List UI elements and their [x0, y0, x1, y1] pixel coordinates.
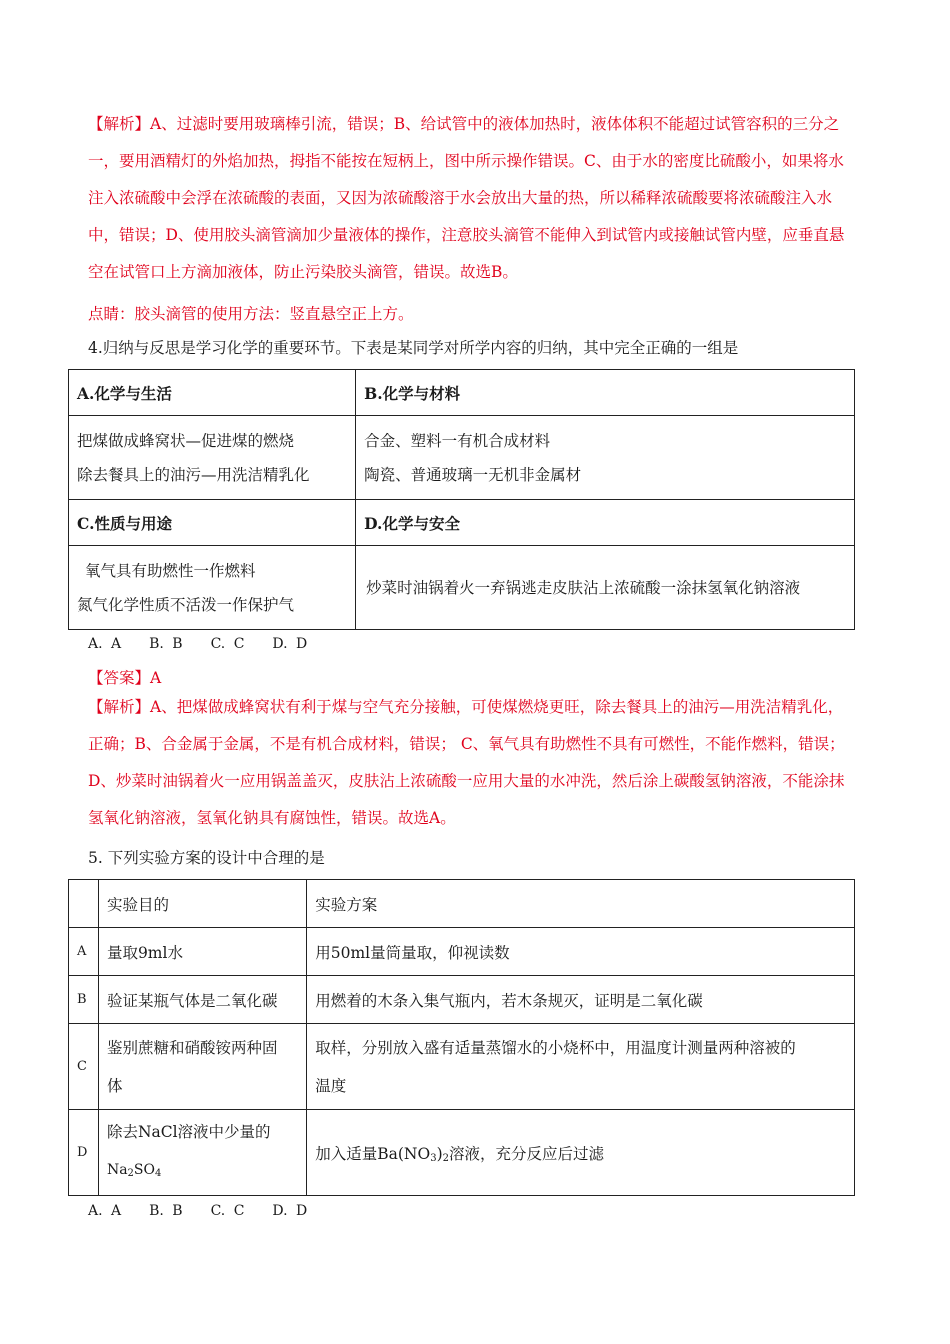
- q5-table: [68, 879, 855, 1196]
- q5-c-plan-line2: 温度: [315, 1076, 347, 1095]
- q4-answer: [88, 666, 161, 688]
- q5-row-plan: 用燃着的木条入集气瓶内，若木条规灭，证明是二氧化碳: [307, 976, 855, 1024]
- q4-d-line1: 炒菜时油锅着火一弃锅逃走皮肤沾上浓硫酸一涂抹氢氧化钠溶液: [366, 578, 801, 597]
- formula-sub-2b: 2: [442, 1152, 449, 1164]
- q4-cell-c-head: C.性质与用途: [69, 500, 356, 546]
- q4-cell-a-body: [69, 416, 356, 500]
- formula-sub-4: 4: [155, 1167, 162, 1179]
- q3-analysis-text: A、过滤时要用玻璃棒引流，错误；B、给试管中的液体加热时，液体体积不能超过试管容积的三分之一，要用酒精灯的外焰加热，拇指不能按在短柄上，图中所示操作错误。C、由于水的密度比硫酸小，如果将水注入浓硫酸中会浮在浓硫酸的表面，又因为浓硫酸溶于水会放出大量的热，所以稀释浓硫酸要将浓硫酸注入水中，错误；D、使用胶头滴管滴加少量液体的操作，注意胶头滴管不能伸入到试管内或接触试管内壁，应垂直悬空在试管口上方滴加液体，防止污染胶头滴管，错误。故选B。: [88, 115, 845, 281]
- q4-cell-b-head: B.化学与材料: [356, 370, 855, 416]
- q5-row-label: C: [69, 1024, 99, 1110]
- table-row: [69, 928, 855, 976]
- q5-d-purpose-line1: 除去NaCl溶液中少量的: [106, 1122, 271, 1141]
- table-row: [69, 1110, 855, 1196]
- q4-analysis: [88, 689, 858, 837]
- q5-row-label: B: [69, 976, 99, 1024]
- q4-a-line2: 除去餐具上的油污—用洗洁精乳化: [77, 465, 310, 484]
- q5-options: A. A B. B C. C D. D: [88, 1203, 308, 1219]
- formula-na: Na: [106, 1161, 128, 1178]
- q4-answer-value: A: [150, 669, 162, 687]
- q5-row-plan: [307, 1110, 855, 1196]
- q5-row-purpose: [98, 1024, 306, 1110]
- q4-analysis-tag: 【解析】: [88, 698, 151, 716]
- q5-d-plan-paren: ): [436, 1144, 443, 1163]
- q5-d-plan-pre: 加入适量Ba(NO: [315, 1144, 431, 1163]
- q3-tip: 点睛：胶头滴管的使用方法：竖直悬空正上方。: [88, 305, 414, 323]
- q4-c-line2: 氮气化学性质不活泼一作保护气: [77, 595, 295, 614]
- formula-so: SO: [133, 1161, 155, 1178]
- q4-answer-tag: 【答案】: [88, 669, 151, 687]
- q4-b-line2: 陶瓷、普通玻璃一无机非金属材: [364, 465, 582, 484]
- q4-cell-b-body: [356, 416, 855, 500]
- q5-question: 5. 下列实验方案的设计中合理的是: [88, 849, 325, 867]
- q3-analysis-tag: 【解析】: [88, 115, 151, 133]
- q5-header-label: [69, 880, 99, 928]
- q4-analysis-text: A、把煤做成蜂窝状有利于煤与空气充分接触，可使煤燃烧更旺，除去餐具上的油污—用洗洁精乳化，正确；B、合金属于金属，不是有机合成材料，错误； C、氧气具有助燃性不具有可燃性，不能作燃料，错误；D、炒菜时油锅着火一应用锅盖盖灭，皮肤沾上浓硫酸一应用大量的水冲洗，然后涂上碳酸氢钠溶液，不能涂抹氢氧化钠溶液，氢氧化钠具有腐蚀性，错误。故选A。: [88, 698, 845, 827]
- table-row: [69, 976, 855, 1024]
- q5-c-plan-line1: 取样，分别放入盛有适量蒸馏水的小烧杯中，用温度计测量两种溶被的: [315, 1038, 796, 1057]
- q5-row-label: A: [69, 928, 99, 976]
- q5-d-plan-post: 溶液，充分反应后过滤: [449, 1144, 605, 1163]
- q4-cell-a-head: A.化学与生活: [69, 370, 356, 416]
- q4-b-line1: 合金、塑料一有机合成材料: [364, 431, 551, 450]
- q5-c-purpose-line2: 体: [106, 1076, 123, 1095]
- q5-header-plan: 实验方案: [307, 880, 855, 928]
- q5-row-purpose: [98, 1110, 306, 1196]
- q5-header-row: [69, 880, 855, 928]
- q4-cell-c-body: [69, 546, 356, 630]
- q4-cell-d-head: D.化学与安全: [356, 500, 855, 546]
- q4-options: A. A B. B C. C D. D: [88, 636, 308, 652]
- q3-analysis: [88, 106, 858, 291]
- q5-d-purpose-line2: [107, 1151, 298, 1193]
- q4-c-line1: 氧气具有助燃性一作燃料: [85, 561, 256, 580]
- q5-row-plan: [307, 1024, 855, 1110]
- q5-row-plan: 用50ml量筒量取，仰视读数: [307, 928, 855, 976]
- q5-row-purpose: 量取9ml水: [98, 928, 306, 976]
- q5-row-label: D: [69, 1110, 99, 1196]
- q5-row-purpose: 验证某瓶气体是二氧化碳: [98, 976, 306, 1024]
- q5-header-purpose: 实验目的: [98, 880, 306, 928]
- table-row: [69, 1024, 855, 1110]
- formula-sub-3: 3: [430, 1152, 437, 1164]
- q5-c-purpose-line1: 鉴别蔗糖和硝酸铵两种固: [106, 1038, 278, 1057]
- q4-cell-d-body: [356, 546, 855, 630]
- q4-a-line1: 把煤做成蜂窝状—促进煤的燃烧: [77, 431, 295, 450]
- q4-table: [68, 369, 855, 630]
- formula-sub-2: 2: [127, 1167, 134, 1179]
- q4-question: 4.归纳与反思是学习化学的重要环节。下表是某同学对所学内容的归纳，其中完全正确的一组是: [88, 339, 739, 357]
